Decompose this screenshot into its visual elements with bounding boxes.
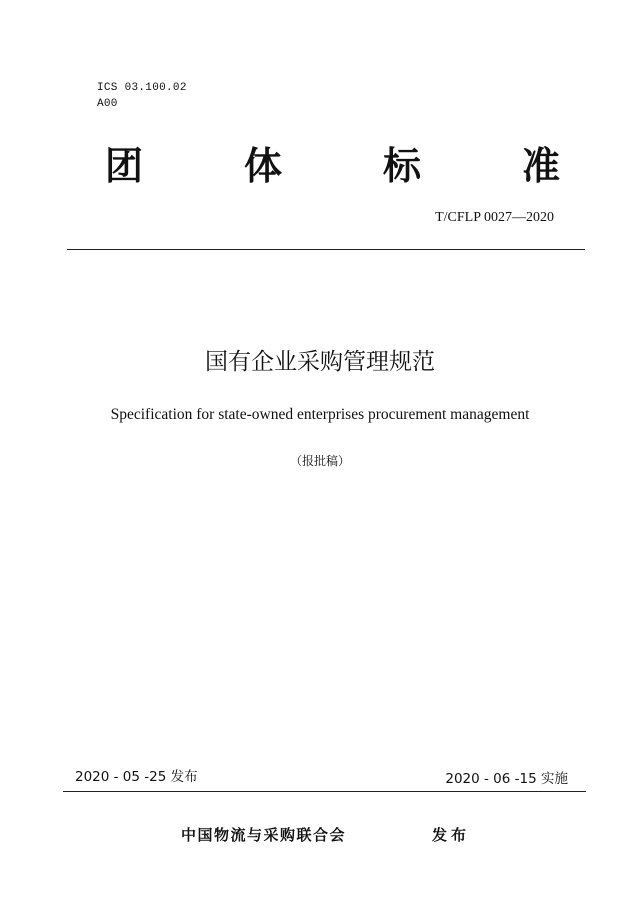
standard-code: T/CFLP 0027—2020: [435, 210, 554, 225]
bottom-divider: [63, 791, 586, 792]
issuer-name: 中国物流与采购联合会: [181, 826, 347, 844]
standard-type-char: 团: [105, 144, 144, 188]
document-title-en: Specification for state-owned enterprises procurement management: [110, 406, 530, 423]
implement-date: 2020 - 06 -15 实施: [445, 771, 568, 787]
ics-code: ICS 03.100.02: [97, 82, 187, 94]
document-title-zh: 国有企业采购管理规范: [205, 349, 435, 375]
issue-label: 发布: [432, 826, 471, 844]
draft-status: （报批稿）: [289, 454, 350, 468]
classification-block: [97, 80, 187, 112]
standard-type-char: 体: [243, 144, 282, 188]
standard-type-char: 标: [382, 144, 421, 188]
publish-date: 2020 - 05 -25 发布: [75, 769, 198, 785]
standard-type-heading: [105, 142, 560, 190]
standard-type-char: 准: [521, 144, 560, 188]
ccs-code: A00: [97, 98, 118, 110]
top-divider: [67, 249, 585, 250]
